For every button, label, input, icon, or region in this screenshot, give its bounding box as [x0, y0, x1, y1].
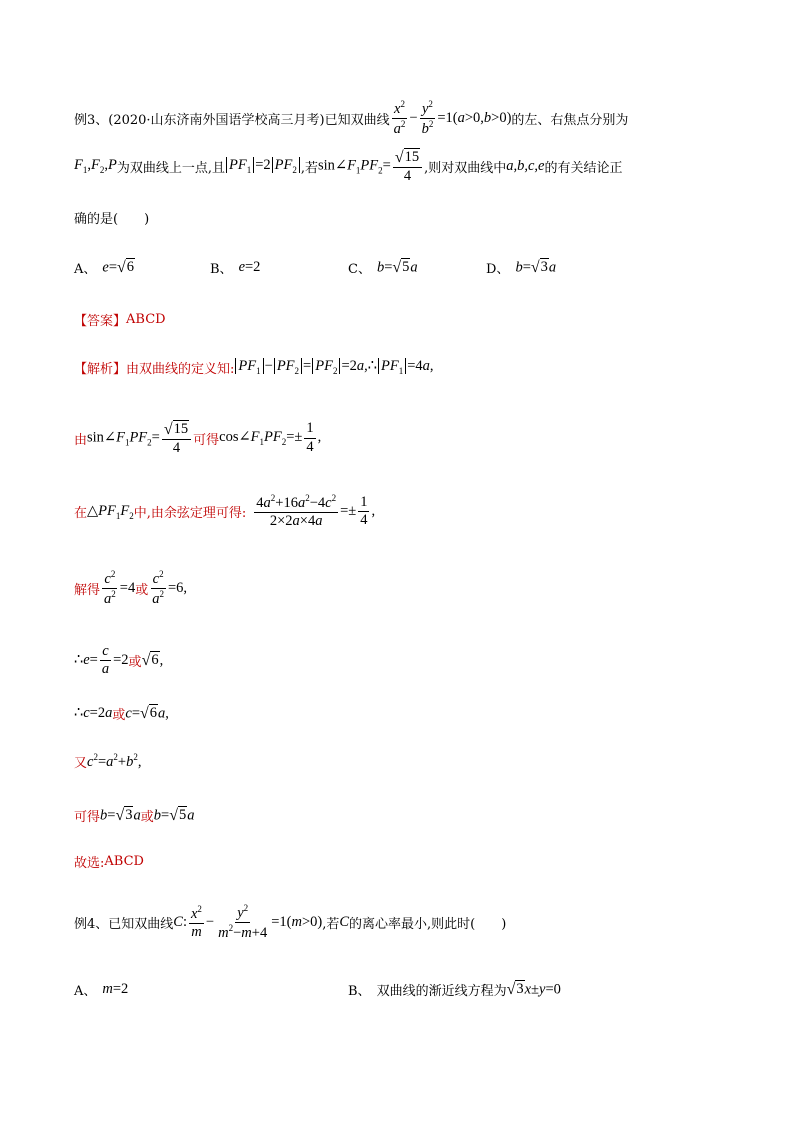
step3-mid: 中,由余弦定理可得:: [133, 506, 247, 522]
option-b: B、 e=2: [210, 259, 261, 277]
step3-lead: 在: [74, 506, 88, 522]
or-3: 或: [112, 708, 126, 723]
example4-option-b-expr: √ 3 x±y=0: [506, 980, 561, 998]
example4-hyperbola: C: $\frac{x^2}{m}$ − $\frac{y^2}{m^2-m+4}$ =1(m>0): [173, 903, 323, 941]
hyperbola-equation: $\frac{x^2}{a^2}$ − $\frac{y^2}{b^2}$ =1(a>0,b>0): [393, 99, 512, 137]
example3-lead: 例3、(2020·山东济南外国语学校高三月考)已知双曲线: [74, 113, 390, 129]
option-a-expr: e= √ 6: [102, 258, 135, 276]
example3-line1: [74, 100, 628, 137]
answer-value: ABCD: [126, 312, 166, 327]
example3-tail1: 的左、右焦点分别为: [511, 113, 629, 129]
or-2: 或: [128, 655, 142, 671]
step7-lead: 又: [74, 756, 88, 771]
example3-line3: [74, 208, 149, 227]
conclusion-tag: 故选:: [74, 856, 105, 871]
example4-tail2: 的离心率最小,则此时( ): [349, 917, 507, 933]
ratio-6: $\frac{c^2}{a^2}$ =6,: [152, 569, 188, 607]
analysis-lead: 由双曲线的定义知:: [126, 362, 235, 377]
example3-line2: [74, 148, 623, 184]
example4-option-a: A、 m=2: [74, 981, 129, 999]
definition-expr: $PF_1 - PF_2 = PF_2$ =2a,∴ $PF_1 =4a$,: [234, 358, 433, 377]
example3-line2-mid: 为双曲线上一点,且: [116, 160, 225, 176]
example4-c: C: [339, 914, 350, 931]
analysis-line4: [74, 570, 187, 607]
example3-line3-text: 确的是( ): [74, 212, 150, 227]
example4-option-a-expr: m=2: [102, 981, 129, 997]
b-expr: b= √ 3 a: [100, 806, 141, 824]
analysis-line2: [74, 420, 321, 456]
example3-line2-if: ,若: [300, 160, 318, 176]
sine-condition: $\sin\angle F_1PF_2=$ √ 15 4: [318, 148, 424, 184]
example4-option-b-text: 双曲线的渐近线方程为: [376, 984, 507, 999]
example4-tail: ,若: [322, 917, 340, 933]
conclusion-line: [74, 852, 144, 871]
c-alt-expr: c= √ 6 a,: [125, 704, 169, 722]
triangle-expr: $\triangle PF_1F_2$: [87, 502, 134, 521]
step2-lead: 由: [74, 432, 88, 448]
analysis-tag: 【解析】: [74, 362, 127, 377]
analysis-line7: [74, 752, 141, 771]
option-c-expr: b= √ 5 a: [376, 258, 418, 276]
analysis-line3: [74, 494, 375, 529]
answer-tag: 【答案】: [74, 314, 127, 329]
analysis-line8: [74, 806, 194, 825]
b-alt-expr: b= √ 5 a: [153, 806, 195, 824]
example3-line2-tail: ,则对双曲线中: [424, 160, 507, 176]
or-4: 或: [140, 810, 154, 825]
ratio-4: $\frac{c^2}{a^2}$ =4: [104, 569, 136, 607]
foci-expr: $F_1,F_2,P$: [74, 157, 117, 175]
step8-lead: 可得: [74, 810, 101, 825]
step2-mid: 可得: [193, 432, 220, 448]
param-list: a,b,c,e: [506, 157, 545, 174]
option-b-expr: e=2: [238, 259, 261, 275]
eccentricity-alt: √ 6 ,: [141, 652, 164, 670]
step4-lead: 解得: [74, 583, 101, 599]
analysis-line1: [74, 358, 434, 377]
analysis-line6: [74, 704, 169, 723]
conclusion-value: ABCD: [104, 854, 144, 869]
eccentricity-expr: ∴e= $\frac{c}{a}$ =2: [74, 643, 129, 678]
option-d-expr: b= √ 3 a: [515, 258, 557, 276]
option-a: A、 e= √ 6: [74, 258, 135, 277]
answer-line: [74, 310, 166, 329]
distance-relation: $PF_1 =2$ $PF_2$: [225, 157, 301, 176]
option-d: D、 b= √ 3 a: [486, 258, 557, 277]
analysis-line5: [74, 644, 163, 677]
example4-line1: [74, 904, 506, 941]
example4-lead: 例4、已知双曲线: [74, 917, 174, 933]
step2-cosine: $\cos\angle F_1PF_2=\pm$ $\frac{1}{4}$ ,: [219, 420, 322, 455]
c-expr: ∴c=2a: [74, 705, 113, 721]
example4-option-b: B、 双曲线的渐近线方程为 √ 3 x±y=0: [348, 980, 561, 999]
step2-sine: $\sin\angle F_1PF_2=$ √ 15 4: [87, 420, 193, 456]
example3-line2-end: 的有关结论正: [544, 160, 623, 176]
relation-expr: $c^2=a^2+b^2$,: [87, 752, 142, 770]
option-c: C、 b= √ 5 a: [348, 258, 418, 277]
cosine-law-expr: $\frac{4a^2+16a^2-4c^2}{2\times 2a\times 4a}$ =± $\frac{1}{4}$ ,: [256, 493, 376, 530]
or-1: 或: [135, 583, 149, 599]
